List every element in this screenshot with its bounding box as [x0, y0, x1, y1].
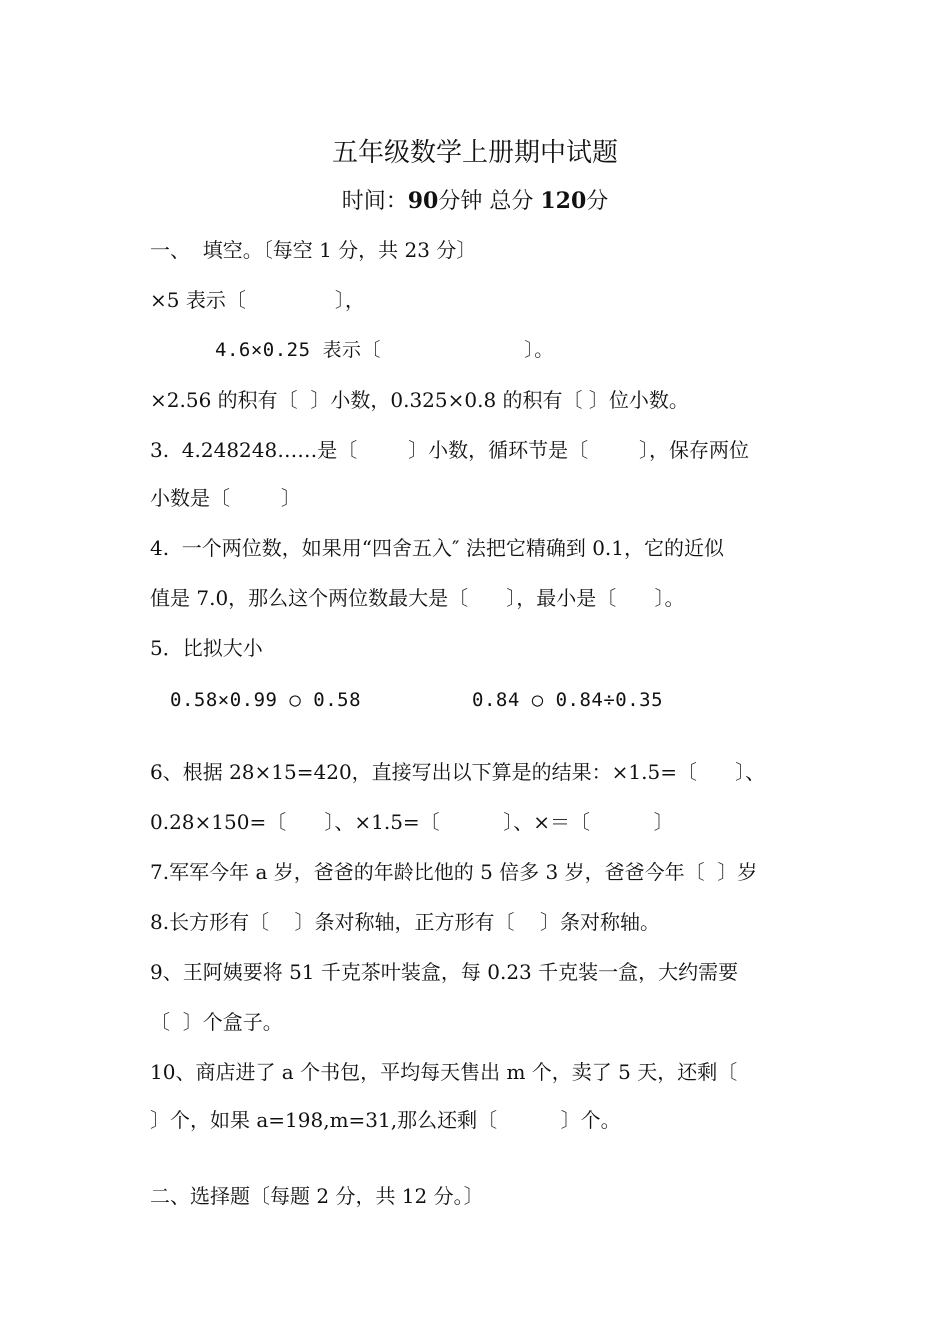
- exam-info: [0, 184, 950, 215]
- question-4-line-2: 值是 7.0，那么这个两位数最大是〔 〕，最小是〔 〕。: [150, 586, 685, 610]
- question-4-line-1: 4. 一个两位数，如果用“四舍五入″ 法把它精确到 0.1，它的近似: [150, 536, 725, 560]
- question-10-line-2: 〕个，如果 a=198,m=31,那么还剩〔 〕个。: [150, 1108, 621, 1132]
- question-7: 7.军军今年 a 岁，爸爸的年龄比他的 5 倍多 3 岁，爸爸今年〔 〕岁: [150, 860, 758, 884]
- question-5-compare-right: 0.84 ○ 0.84÷0.35: [472, 689, 664, 711]
- section1-heading: 一、 填空。〔每空 1 分，共 23 分〕: [150, 238, 477, 262]
- exam-title: 五年级数学上册期中试题: [331, 138, 618, 168]
- question-8: 8.长方形有〔 〕条对称轴，正方形有〔 〕条对称轴。: [150, 910, 660, 934]
- question-3-line-2: 小数是〔 〕: [150, 486, 301, 510]
- question-5-compare-left: 0.58×0.99 ○ 0.58: [170, 689, 362, 711]
- score-value: 120: [540, 188, 587, 214]
- question-3-line-1: 3. 4.248248……是〔 〕小数，循环节是〔 〕，保存两位: [150, 438, 749, 462]
- time-label: 时间：: [341, 189, 408, 214]
- question-6-line-1: 6、根据 28×15=420，直接写出以下算是的结果：×1.5=〔 〕、: [150, 760, 766, 784]
- question-9-line-1: 9、王阿姨要将 51 千克茶叶装盒，每 0.23 千克装一盒，大约需要: [150, 960, 739, 984]
- time-value: 90: [407, 188, 439, 214]
- time-unit-and-score-label: 分钟 总分: [438, 189, 534, 214]
- question-5-heading: 5．比拟大小: [150, 636, 263, 660]
- question-1-line-2: 4.6×0.25 表示〔 〕。: [215, 339, 554, 361]
- question-6-line-2: 0.28×150=〔 〕、×1.5=〔 〕、×＝〔 〕: [150, 810, 674, 834]
- question-10-line-1: 10、商店进了 a 个书包，平均每天售出 m 个，卖了 5 天，还剩〔: [150, 1060, 738, 1084]
- section2-heading: 二、选择题〔每题 2 分，共 12 分。〕: [150, 1184, 484, 1208]
- question-2: ×2.56 的积有〔 〕小数，0.325×0.8 的积有〔 〕位小数。: [150, 388, 689, 412]
- question-9-line-2: 〔 〕个盒子。: [150, 1010, 283, 1034]
- question-1-line-1: ×5 表示〔 〕，: [150, 288, 365, 312]
- score-unit: 分: [586, 189, 609, 214]
